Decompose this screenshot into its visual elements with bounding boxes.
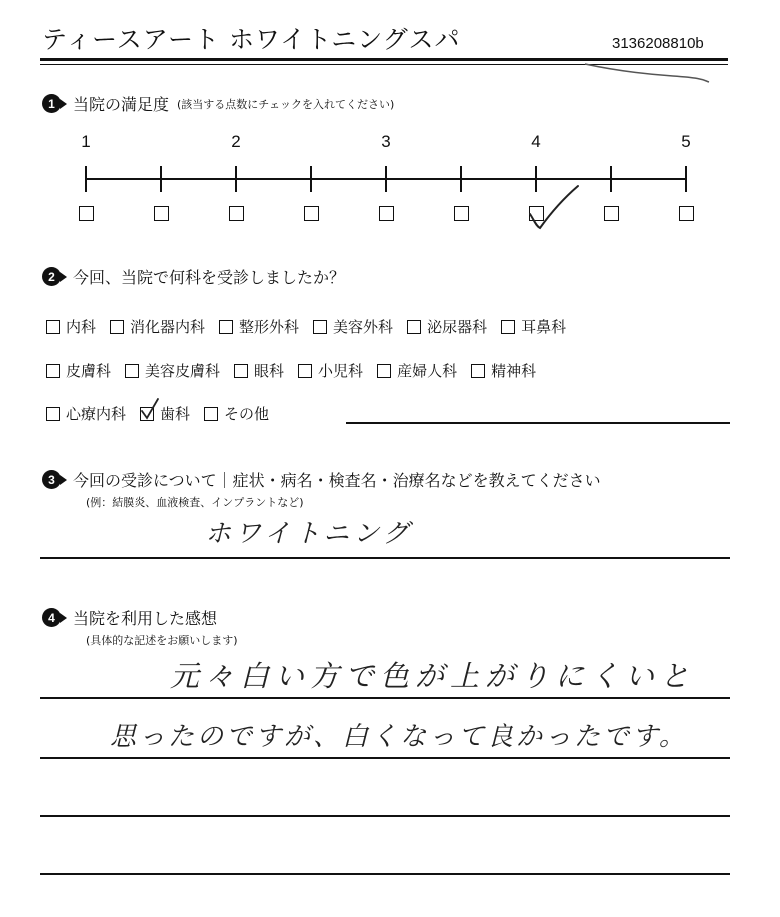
checkbox[interactable] (501, 320, 515, 334)
q3-heading (42, 468, 601, 491)
checkbox[interactable] (298, 364, 312, 378)
department-options-row-2 (46, 360, 536, 381)
pen-scribble (583, 58, 713, 88)
q1-note: (該当する点数にチェックを入れてください) (177, 97, 395, 111)
rating-checkbox[interactable] (79, 206, 94, 221)
scale-tick (310, 166, 312, 192)
q4-heading (42, 606, 217, 629)
rating-checkbox[interactable] (304, 206, 319, 221)
rating-checkbox[interactable] (454, 206, 469, 221)
q4-number-badge: 4 (42, 608, 61, 627)
checkbox[interactable] (46, 407, 60, 421)
scale-label-4: 4 (531, 132, 541, 151)
rating-checkbox[interactable] (229, 206, 244, 221)
rating-checkbox[interactable] (604, 206, 619, 221)
q1-number-badge: 1 (42, 94, 61, 113)
arrow-icon (60, 99, 67, 109)
scale-tick (460, 166, 462, 192)
scale-label-3: 3 (381, 132, 391, 151)
answer-line[interactable] (40, 873, 730, 875)
q4-title: 当院を利用した感想 (73, 609, 218, 628)
q3-title: 今回の受診について｜症状・病名・検査名・治療名などを教えてください (73, 471, 601, 490)
q3-answer-handwriting: ホワイトニング (205, 519, 413, 549)
option-biyougeka[interactable]: 美容外科 (313, 316, 393, 337)
option-jibika[interactable]: 耳鼻科 (501, 316, 566, 337)
checkbox[interactable] (377, 364, 391, 378)
option-sonota[interactable]: その他 (204, 403, 269, 424)
answer-line[interactable] (40, 757, 730, 759)
answer-line[interactable] (40, 557, 730, 559)
scale-tick (685, 166, 687, 192)
checkbox[interactable] (313, 320, 327, 334)
option-hinyoukika[interactable]: 泌尿器科 (407, 316, 487, 337)
arrow-icon (60, 272, 67, 282)
scale-tick (85, 166, 87, 192)
option-shinryounaika[interactable]: 心療内科 (46, 403, 126, 424)
rating-checkbox[interactable] (379, 206, 394, 221)
checkbox[interactable] (110, 320, 124, 334)
rating-checkbox[interactable] (679, 206, 694, 221)
option-shounika[interactable]: 小児科 (298, 360, 363, 381)
answer-line[interactable] (40, 815, 730, 817)
checkbox[interactable] (46, 320, 60, 334)
option-ganka[interactable]: 眼科 (234, 360, 284, 381)
scale-label-1: 1 (81, 132, 91, 151)
check-mark-icon (524, 184, 584, 232)
scale-tick (610, 166, 612, 192)
q2-title: 今回、当院で何科を受診しましたか？ (73, 268, 346, 287)
option-hifuka[interactable]: 皮膚科 (46, 360, 111, 381)
option-seikeigeka[interactable]: 整形外科 (219, 316, 299, 337)
department-options-row-3 (46, 403, 269, 424)
q1-heading (42, 92, 394, 115)
option-sanfujinka[interactable]: 産婦人科 (377, 360, 457, 381)
option-biyouhifuka[interactable]: 美容皮膚科 (125, 360, 220, 381)
form-title: ティースアート ホワイトニングスパ (42, 25, 461, 54)
q4-answer-line-1: 元々白い方で色が上がりにくいと (170, 659, 696, 693)
checkbox[interactable] (234, 364, 248, 378)
scale-tick (235, 166, 237, 192)
option-shokakinaika[interactable]: 消化器内科 (110, 316, 205, 337)
checkbox-checked[interactable] (140, 407, 154, 421)
q1-title: 当院の満足度 (73, 95, 170, 114)
answer-line[interactable] (40, 697, 730, 699)
q3-number-badge: 3 (42, 470, 61, 489)
option-naika[interactable]: 内科 (46, 316, 96, 337)
scale-tick (385, 166, 387, 192)
checkbox[interactable] (471, 364, 485, 378)
checkbox[interactable] (204, 407, 218, 421)
scale-label-5: 5 (681, 132, 691, 151)
checkbox[interactable] (219, 320, 233, 334)
q4-answer-line-2: 思ったのですが、白くなって良かったです。 (110, 722, 688, 752)
check-mark-icon (139, 398, 161, 422)
checkbox[interactable] (125, 364, 139, 378)
option-shika[interactable]: 歯科 (140, 403, 190, 424)
arrow-icon (60, 613, 67, 623)
q4-note: (具体的な記述をお願いします) (86, 634, 238, 647)
other-input-line[interactable] (346, 422, 730, 424)
q2-heading (42, 265, 345, 288)
rating-checkbox[interactable] (154, 206, 169, 221)
checkbox[interactable] (407, 320, 421, 334)
form-id: 3136208810b (612, 35, 704, 52)
department-options-row-1 (46, 316, 566, 337)
scale-label-2: 2 (231, 132, 241, 151)
q2-number-badge: 2 (42, 267, 61, 286)
scale-tick (160, 166, 162, 192)
arrow-icon (60, 475, 67, 485)
option-seishinka[interactable]: 精神科 (471, 360, 536, 381)
checkbox[interactable] (46, 364, 60, 378)
q3-note: (例：結膜炎、血液検査、インプラントなど) (86, 496, 304, 509)
